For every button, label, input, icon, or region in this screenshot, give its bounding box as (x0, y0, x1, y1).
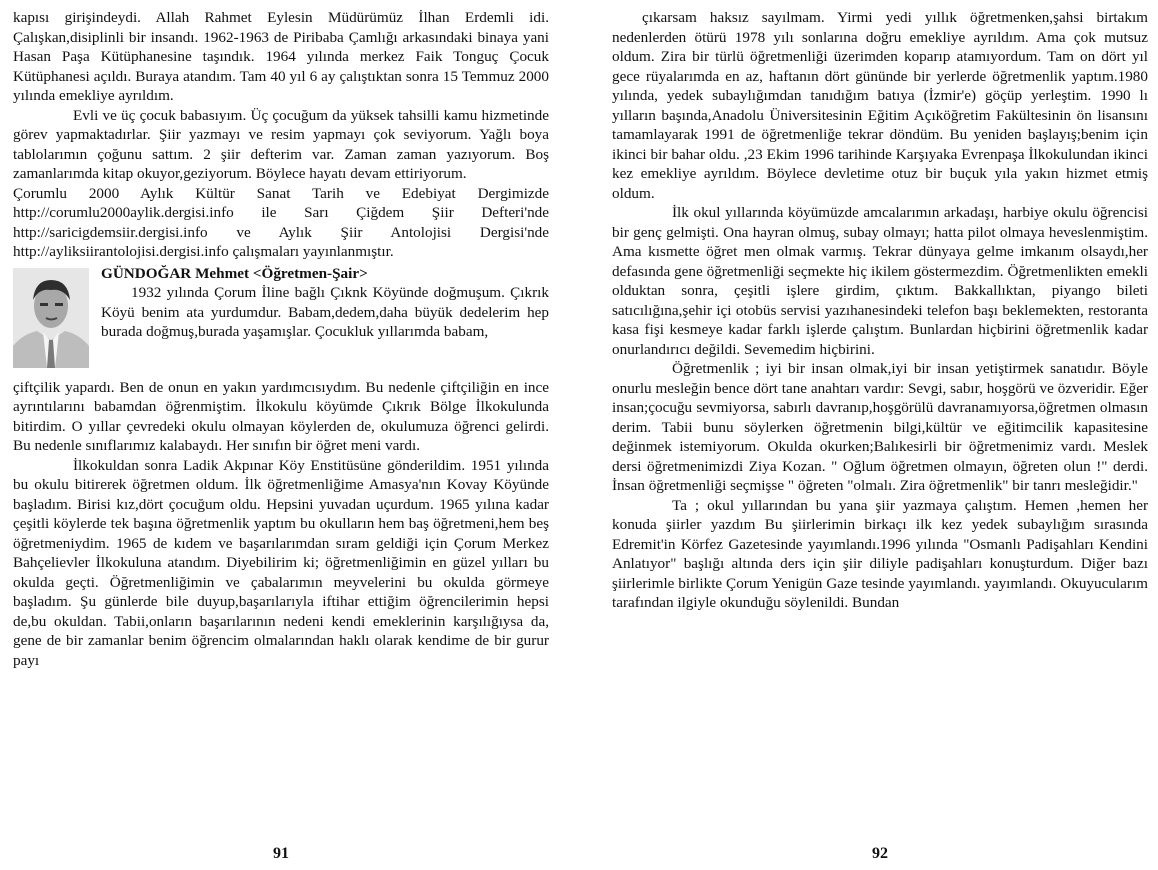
author-photo (13, 268, 89, 368)
left-page (13, 8, 549, 863)
paragraph: çıkarsam haksız sayılmam. Yirmi yedi yıllık öğretmenken,şahsi birtakım nedenlerden ötürü 1978 yılı sonlarına doğru emekliye ayrıldım. Ama çok mutsuz oldum. Zira bir türlü öğretmenliği üzerimden koparıp atamıyordum. Tam on dört yıl gece rüyalarımda en az, haftanın dört gününde bir yerlerde öğretmenlik yaptım.1980 yılında, yedek subaylığımdan tanıdığım batıya (İzmir'e) göçüp yerleştim. 1990 lı yılların başında,Anadolu Üniversitesinin Eğitim Açıköğretim Fakültesinin ön lisansını tamamlayarak 1991 de öğretmenliğe tekrar döndüm. Bu yeniden başlayış;benim için ikinci bir bahar oldu. ,23 Ekim 1996 tarihinde Karşıyaka Evrenpaşa İlkokulundan ikinci kez emekliye ayrıldım. Böylece devletime otuz bir buçuk yıla yakın hizmet etmiş oldum. (612, 9, 1148, 202)
bio-title: GÜNDOĞAR Mehmet <Öğretmen-Şair> (101, 264, 368, 282)
page-number: 91 (273, 845, 289, 862)
paragraph: kapısı girişindeydi. Allah Rahmet Eylesin Müdürümüz İlhan Erdemli idi. Çalışkan,disiplinli bir insandı. 1962-1963 de Piribaba Çamlığı arkasındaki binaya yani Hasan Paşa Kütüphanesine taşındık. 1964 yılında merkez Faik Tonguç Çocuk Kütüphanesi açıldı. Buraya atandım. Tam 40 yıl 6 ay çalıştıktan sonra 15 Temmuz 2000 yılında emekliye ayrıldım. (13, 9, 549, 104)
paragraph: Evli ve üç çocuk babasıyım. Üç çocuğum da yüksek tahsilli kamu hizmetinde görev yapmaktadırlar. Şiir yazmayı ve resim yapmayı çok seviyorum. Yağlı boya tablolarımın çoğunu sattım. 2 şiir defterim var. Zaman zaman yazıyorum. Boş zamanlarımda kitap okuyor,geziyorum. Böylece hayatı devam ettiriyorum. (13, 106, 549, 182)
paragraph: Çorumlu 2000 Aylık Kültür Sanat Tarih ve Edebiyat Dergimizde http://corumlu2000aylik.dergisi.info ile Sarı Çiğdem Şiir Defteri'nde http://saricigdemsiir.dergisi.info ve Aylık Şiir Antolojisi Dergisi'nde http://ayliksiirantolojisi.dergisi.info çalışmaları yayınlanmıştır. (13, 184, 549, 260)
paragraph: İlkokuldan sonra Ladik Akpınar Köy Enstitüsüne gönderildim. 1951 yılında bu okulu bitirerek öğretmen oldum. İlk öğretmenliğime Amasya'nın Kovay Köyünde başladım. Birisi kız,dört çocuğum oldu. Hepsini yuvadan uçurdum. 1965 yılına kadar çeşitli köylerde tek başına öğretmenlik yaptım bu okulların hem baş öğretmeni,hem beş öğretmeniydim. 1965 de kıdem ve başarılarımdan sıram geldiği için Çorum Merkez Bahçelievler İlkokuluna atandım. Diyebilirim ki; öğretmenliğimin en güzel yılları bu okulda geçti. Öğretmenliğimin ve çabalarımın meyvelerini bu okulda görmeye başladım. Şu günlerde bile duyup,başarılarıyla iftihar ettiğim öğrencilerimin hepsi de,bu okuldan. Tabii,onların başarılarının nedeni kendi emeklerinin karşılığıysa da, gene de bir zamanlar benim öğrencim olmalarından haklı olarak kendime de bir gurur payı (13, 456, 549, 669)
page-number: 92 (872, 845, 888, 862)
paragraph: Ta ; okul yıllarından bu yana şiir yazmaya çalıştım. Hemen ,hemen her konuda şiirler yazdım Bu şiirlerimin birkaçı ilk kez yedek subaylığım sırasında Edremit'in Körfez Gazetesinde yayımlandı.1996 yılında "Osmanlı Padişahları Kendini Anlatıyor" başlığı altında ders için şiir diliyle padişahları konuşturdum. Diğer bazı şiirlerimle birlikte Çorum Yenigün Gaze tesinde yayımlandı. yayımlandı. Okuyucularım tarafından ilgiyle okunduğu söylenildi. Bundan (612, 496, 1148, 611)
biography-section (13, 264, 549, 372)
paragraph: İlk okul yıllarında köyümüzde amcalarımın arkadaşı, harbiye okulu öğrencisi bir genç gelmişti. Ona hayran olmuş, subay olmayı; hatta pilot olmaya heveslenmiştim. Ama kısmette öğret men olmak varmış. Tekrar dünyaya gelme imkanım olsaydı,her defasında gene öğretmenliği seçmekte hiç ikilem göstermezdim. Öğretmenlikten emekli olduktan sonra, çeşitli işlere girdim, çıktım. Bakkallıktan, piyango bileti satıcılığına,şehir içi otobüs servisi yazıhanesindeki telefon başı beklemekten, restoranta kasa fişi kesmeye kadar farklı işlerde çalıştım. Bunlardan hiçbirini öğretmenlik kadar onurlandırıcı değildi. Sevemedim hiçbirini. (612, 204, 1148, 358)
paragraph: çiftçilik yapardı. Ben de onun en yakın yardımcısıydım. Bu nedenle çiftçiliğin en ince ayrıntılarını babamdan öğrenmiştim. İlkokulu köyümde Çıkrık Bölge İlkokulunda bitirdim. O yıllar çevredeki okulu olmayan köylerden de, okulumuza öğrenci gelirdi. Bu nedenle sınıflarımız kalabaydı. Her sınıfın bir öğret meni vardı. (13, 378, 549, 454)
paragraph: 1932 yılında Çorum İline bağlı Çıknk Köyünde doğmuşum. Çıkrık Köyü benim ata yurdumdur. Babam,dedem,daha büyük dedelerim hep burada doğmuş,burada yaşamışlar. Çocukluk yıllarımda babam, (101, 284, 549, 340)
right-page (612, 8, 1148, 863)
paragraph: Öğretmenlik ; iyi bir insan olmak,iyi bir insan yetiştirmek sanatıdır. Böyle onurlu mesleğin bence dört tane anahtarı vardır: Sevgi, sabır, hoşgörü ve özveridir. Eğer insan;çocuğu sevmiyorsa, sabırlı davranıp,hoşgörülü davranamıyorsa,öğretmen olmasın derim. Tabii bunu söylerken öğretmenin bilgi,kültür ve eğitimcilik kapasitesine değinmek istemiyorum. Okulda okurken;Balıkesirli bir öğretmenimiz vardı. Meslek dersi öğretmenimizdi Ziya Kozan. " Oğlum öğretmen olmayın, öğreten olun !" derdi. İnsan öğretmenliği seçmişse " öğreten "olmalı. Zira öğretmenlik" bir tanrı mesleğidir." (612, 360, 1148, 494)
portrait-image (13, 268, 89, 368)
